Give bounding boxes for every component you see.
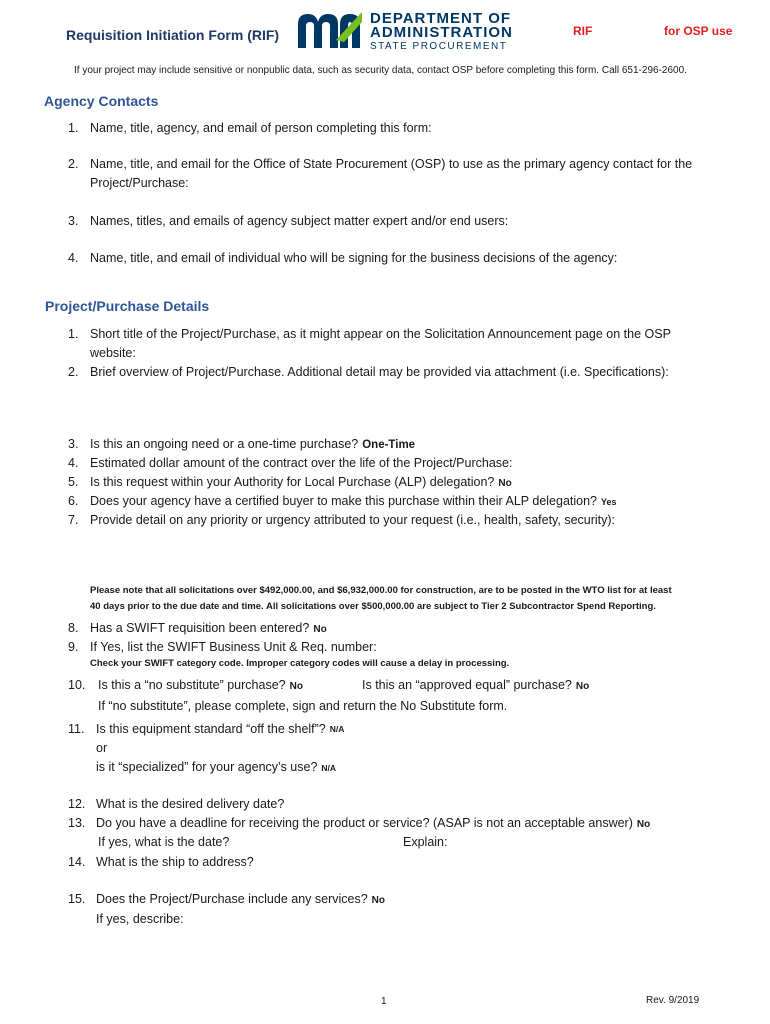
logo-line-3: STATE PROCUREMENT xyxy=(370,41,508,52)
agency-item-3 xyxy=(68,213,508,229)
answer-value: N/A xyxy=(321,763,337,773)
item-number: 4. xyxy=(68,251,79,265)
project-item-3 xyxy=(68,436,415,453)
rif-label: RIF xyxy=(573,24,593,38)
item-text: Name, title, and email of individual who will be signing for the business decisions of the agency: xyxy=(90,251,618,265)
solicitation-note-line-1: Please note that all solicitations over $492,000.00, and $6,932,000.00 for construction, are to be posted in the WTO list for at least xyxy=(90,585,672,596)
item-number: 15. xyxy=(68,892,86,906)
item-text: Provide detail on any priority or urgency attributed to your request (i.e., health, safety, security): xyxy=(90,513,616,527)
item-text: Is this equipment standard “off the shelf”? xyxy=(96,722,326,736)
item-text: Has a SWIFT requisition been entered? xyxy=(90,621,310,635)
project-item-1 xyxy=(68,326,671,342)
project-item-10b xyxy=(362,677,589,695)
item-number: 9. xyxy=(68,640,79,654)
item-text: Name, title, and email for the Office of State Procurement (OSP) to use as the primary agency contact for the xyxy=(90,157,693,171)
item-number: 13. xyxy=(68,816,86,830)
project-item-11-or: or xyxy=(96,741,108,755)
item-number: 8. xyxy=(68,621,79,635)
mn-admin-logo xyxy=(296,8,536,54)
item-text: Estimated dollar amount of the contract over the life of the Project/Purchase: xyxy=(90,456,513,470)
item-text: Does the Project/Purchase include any services? xyxy=(96,892,368,906)
project-item-5 xyxy=(68,474,512,492)
page-number: 1 xyxy=(381,996,387,1007)
project-details-heading: Project/Purchase Details xyxy=(45,298,210,314)
project-item-12 xyxy=(68,796,284,812)
project-item-15 xyxy=(68,891,385,909)
project-item-15-sub: If yes, describe: xyxy=(96,912,184,926)
item-text: Is this an “approved equal” purchase? xyxy=(362,678,572,692)
answer-value: One-Time xyxy=(362,439,416,451)
project-item-4 xyxy=(68,455,512,471)
swift-category-note: Check your SWIFT category code. Improper category codes will cause a delay in processing. xyxy=(90,658,510,669)
agency-item-2-cont: Project/Purchase: xyxy=(90,176,189,190)
project-item-13-explain: Explain: xyxy=(403,835,448,849)
item-text: Is this request within your Authority for Local Purchase (ALP) delegation? xyxy=(90,475,495,489)
answer-value: No xyxy=(289,681,303,692)
project-item-10-sub: If “no substitute”, please complete, sign and return the No Substitute form. xyxy=(98,699,508,713)
item-number: 3. xyxy=(68,437,79,451)
sensitive-data-note: If your project may include sensitive or nonpublic data, such as security data, contact OSP before completing this form. Call 651-296-2600. xyxy=(74,65,687,76)
logo-line-1: DEPARTMENT OF xyxy=(370,10,512,27)
answer-value: No xyxy=(636,819,651,830)
project-item-10 xyxy=(68,677,303,695)
item-text: If Yes, list the SWIFT Business Unit & Req. number: xyxy=(90,640,377,654)
agency-item-1 xyxy=(68,120,432,136)
osp-use-label: for OSP use xyxy=(664,24,733,38)
answer-value: Yes xyxy=(601,497,617,507)
item-text: Is this a “no substitute” purchase? xyxy=(98,678,286,692)
item-number: 5. xyxy=(68,475,79,489)
item-number: 10. xyxy=(68,678,86,692)
mn-logo-mark xyxy=(296,10,364,50)
agency-contacts-heading: Agency Contacts xyxy=(44,93,159,109)
item-text: Brief overview of Project/Purchase. Additional detail may be provided via attachment (i.e. Specifications): xyxy=(90,365,669,379)
project-item-7 xyxy=(68,512,615,528)
item-number: 11. xyxy=(68,722,85,736)
item-text: Is this an ongoing need or a one-time purchase? xyxy=(90,437,359,451)
project-item-13-date: If yes, what is the date? xyxy=(98,835,230,849)
project-item-2 xyxy=(68,364,669,380)
item-number: 4. xyxy=(68,456,79,470)
answer-value: No xyxy=(371,895,386,906)
project-item-8 xyxy=(68,620,327,638)
item-number: 1. xyxy=(68,327,79,341)
item-number: 2. xyxy=(68,157,79,171)
item-text: What is the desired delivery date? xyxy=(96,797,285,811)
agency-item-4 xyxy=(68,250,617,266)
item-number: 12. xyxy=(68,797,86,811)
project-item-9 xyxy=(68,639,377,655)
item-number: 3. xyxy=(68,214,79,228)
project-item-14 xyxy=(68,854,254,870)
project-item-6 xyxy=(68,493,617,510)
agency-item-2 xyxy=(68,156,692,172)
item-text: What is the ship to address? xyxy=(96,855,254,869)
answer-value: No xyxy=(313,624,327,635)
project-item-13 xyxy=(68,815,650,833)
item-number: 2. xyxy=(68,365,79,379)
item-text: Does your agency have a certified buyer to make this purchase within their ALP delegation? xyxy=(90,494,598,508)
item-number: 6. xyxy=(68,494,79,508)
project-item-11b xyxy=(96,759,336,776)
answer-value: No xyxy=(498,478,512,489)
answer-value: No xyxy=(575,681,590,692)
logo-line-2: ADMINISTRATION xyxy=(370,24,513,41)
item-text: Name, title, agency, and email of person completing this form: xyxy=(90,121,432,135)
item-number: 14. xyxy=(68,855,86,869)
answer-value: N/A xyxy=(329,724,345,734)
item-number: 7. xyxy=(68,513,79,527)
form-title: Requisition Initiation Form (RIF) xyxy=(66,27,280,43)
item-number: 1. xyxy=(68,121,79,135)
item-text: is it “specialized” for your agency’s use? xyxy=(96,760,318,774)
item-text: Do you have a deadline for receiving the product or service? (ASAP is not an acceptable answer) xyxy=(96,816,633,830)
project-item-11 xyxy=(68,721,344,737)
item-text: Names, titles, and emails of agency subject matter expert and/or end users: xyxy=(90,214,509,228)
revision-date: Rev. 9/2019 xyxy=(646,995,700,1006)
item-text: Short title of the Project/Purchase, as it might appear on the Solicitation Announcement page on the OSP xyxy=(90,327,671,341)
project-item-1-cont: website: xyxy=(90,346,136,360)
solicitation-note-line-2: 40 days prior to the due date and time. All solicitations over $500,000.00 are subject to Tier 2 Subcontractor Spend Reporting. xyxy=(90,601,656,612)
